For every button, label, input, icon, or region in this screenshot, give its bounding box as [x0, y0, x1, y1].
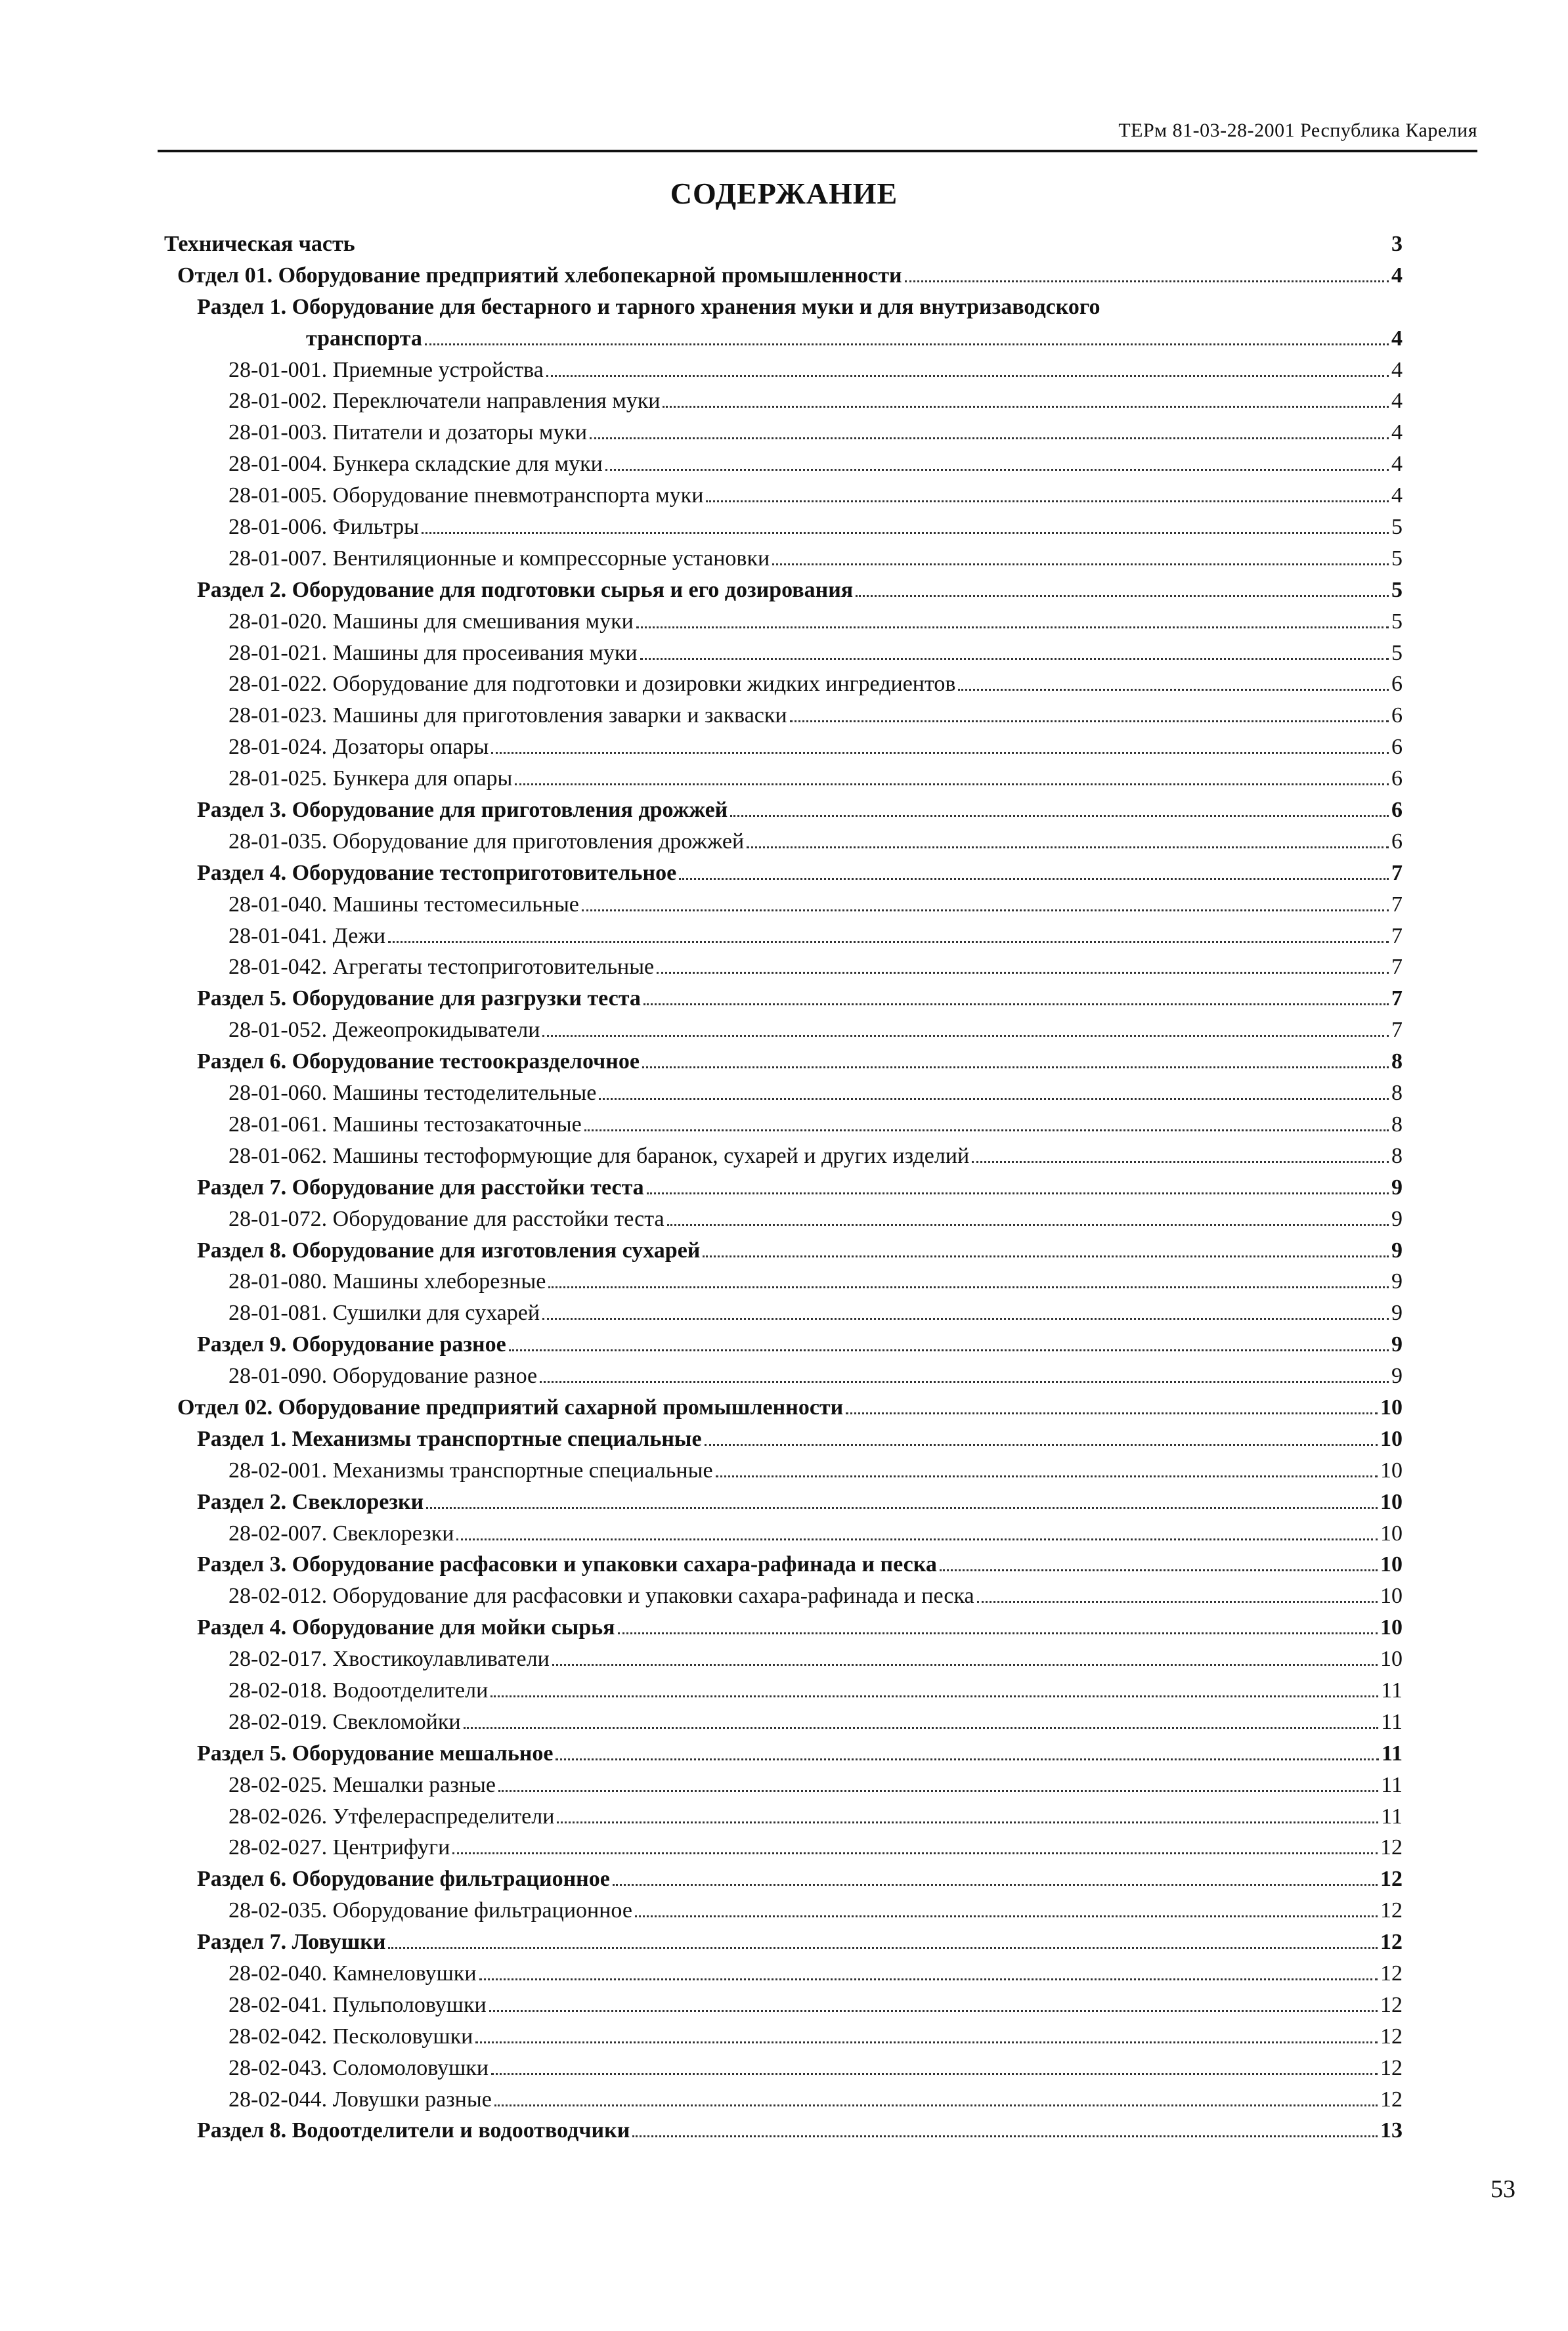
toc-entry [164, 1644, 1403, 1675]
toc-entry [164, 1990, 1403, 2021]
toc-entry-label: Раздел 2. Свеклорезки [197, 1489, 424, 1514]
dot-leader [490, 1695, 1378, 1697]
toc-entry-page: 7 [1391, 860, 1403, 885]
toc-entry [164, 1863, 1403, 1895]
toc-entry [164, 1549, 1403, 1580]
toc-entry [164, 1172, 1403, 1204]
toc-entry-label: Раздел 4. Оборудование для мойки сырья [197, 1615, 615, 1640]
dot-leader [730, 815, 1389, 817]
toc-entry [164, 417, 1403, 448]
dot-leader [618, 1632, 1378, 1634]
toc-entry-label: 28-01-003. Питатели и дозаторы муки [229, 420, 588, 445]
dot-leader [640, 658, 1389, 660]
dot-leader [509, 1349, 1389, 1351]
toc-entry-label: 28-01-041. Дежи [229, 923, 386, 948]
dot-leader [540, 1381, 1389, 1383]
toc-entry-page: 6 [1391, 703, 1403, 728]
toc-entry [164, 480, 1403, 512]
toc-entry-page: 8 [1391, 1143, 1403, 1168]
dot-leader [491, 2073, 1378, 2075]
toc-entry-page: 12 [1380, 2055, 1403, 2080]
toc-entry-label: Раздел 7. Ловушки [197, 1930, 386, 1955]
toc-entry-page: 7 [1391, 986, 1403, 1011]
toc-entry [164, 543, 1403, 575]
toc-entry-label: 28-01-004. Бункера складские для муки [229, 452, 603, 477]
toc-entry-page: 11 [1381, 1741, 1403, 1766]
toc-entry [164, 700, 1403, 731]
toc-entry-label: Раздел 4. Оборудование тестоприготовительное [197, 860, 677, 885]
dot-leader [977, 1601, 1378, 1603]
toc-entry-page: 7 [1391, 923, 1403, 948]
dot-leader [599, 1098, 1389, 1100]
toc-entry [164, 512, 1403, 543]
toc-entry-label: 28-02-040. Камнеловушки [229, 1961, 477, 1986]
toc-entry [164, 385, 1403, 417]
toc-entry-page: 11 [1381, 1772, 1403, 1797]
toc-entry-page: 12 [1380, 2087, 1403, 2112]
toc-entry [164, 1204, 1403, 1235]
toc-entry-page: 7 [1391, 892, 1403, 917]
toc-entry-label: 28-02-018. Водоотделители [229, 1678, 489, 1703]
toc-entry [164, 2021, 1403, 2053]
toc-entry-label: Раздел 7. Оборудование для расстойки теста [197, 1175, 644, 1200]
dot-leader [552, 1664, 1378, 1666]
dot-leader [582, 909, 1389, 911]
toc-entry-label: 28-01-052. Дежеопрокидыватели [229, 1018, 540, 1043]
toc-entry-page: 9 [1391, 1301, 1403, 1326]
toc-entry-page: 6 [1391, 829, 1403, 854]
toc-entry [164, 731, 1403, 763]
dot-leader [706, 500, 1389, 502]
dot-leader [464, 1727, 1379, 1729]
dot-leader [475, 2041, 1378, 2043]
dot-leader [557, 1821, 1378, 1823]
toc-entry-page: 11 [1381, 1709, 1403, 1734]
toc-entry-label: 28-01-035. Оборудование для приготовления дрожжей [229, 829, 745, 854]
toc-entry [164, 2053, 1403, 2084]
toc-entry-page: 5 [1391, 609, 1403, 634]
toc-entry [164, 1958, 1403, 1990]
toc-entry-label: 28-01-090. Оборудование разное [229, 1364, 538, 1389]
toc-entry-label: 28-02-017. Хвостикоулавливатели [229, 1647, 550, 1672]
toc-entry [164, 1707, 1403, 1738]
toc-entry-page: 12 [1380, 1992, 1403, 2017]
table-of-contents [164, 229, 1403, 2146]
dot-leader [542, 1035, 1389, 1037]
toc-entry-page: 9 [1391, 1206, 1403, 1231]
toc-entry-label: 28-01-062. Машины тестоформующие для баранок, сухарей и других изделий [229, 1143, 970, 1168]
toc-entry-page: 8 [1391, 1112, 1403, 1137]
toc-entry [164, 1392, 1403, 1424]
toc-entry-page: 3 [1391, 232, 1403, 256]
toc-entry-page: 9 [1391, 1238, 1403, 1263]
toc-entry-page: 10 [1380, 1395, 1403, 1420]
dot-leader [590, 437, 1389, 439]
dot-leader [747, 846, 1389, 848]
toc-entry-page: 10 [1380, 1458, 1403, 1483]
toc-entry-label: Раздел 8. Водоотделители и водоотводчики [197, 2118, 630, 2143]
toc-entry [164, 1361, 1403, 1392]
dot-leader [491, 752, 1389, 754]
dot-leader [703, 1255, 1389, 1257]
toc-entry-page: 7 [1391, 955, 1403, 980]
toc-entry [164, 1675, 1403, 1707]
toc-entry-page: 4 [1391, 420, 1403, 445]
dot-leader [643, 1003, 1389, 1005]
toc-entry-label: 28-01-021. Машины для просеивания муки [229, 640, 638, 665]
toc-entry-page: 12 [1380, 1835, 1403, 1860]
toc-entry [164, 1487, 1403, 1518]
toc-entry-label: 28-02-019. Свекломойки [229, 1709, 461, 1734]
toc-entry-label: Раздел 6. Оборудование фильтрационное [197, 1867, 610, 1892]
toc-entry [164, 983, 1403, 1014]
toc-entry-label: 28-02-042. Песколовушки [229, 2024, 473, 2049]
toc-entry-page: 4 [1391, 326, 1403, 351]
toc-entry [164, 1141, 1403, 1172]
toc-entry-page: 9 [1391, 1332, 1403, 1357]
dot-leader [494, 2104, 1378, 2106]
toc-entry-page: 5 [1391, 515, 1403, 540]
toc-entry [164, 889, 1403, 921]
dot-leader [972, 1161, 1389, 1163]
toc-entry-page: 12 [1380, 1961, 1403, 1986]
toc-entry-label: 28-01-022. Оборудование для подготовки и дозировки жидких ингредиентов [229, 672, 956, 697]
toc-entry [164, 1014, 1403, 1046]
toc-entry-label: Раздел 9. Оборудование разное [197, 1332, 506, 1357]
toc-entry [164, 1297, 1403, 1329]
toc-entry-label: 28-01-001. Приемные устройства [229, 357, 544, 382]
toc-entry [164, 1738, 1403, 1770]
dot-leader [642, 1066, 1389, 1068]
toc-entry-page: 4 [1391, 452, 1403, 477]
toc-entry-page: 6 [1391, 798, 1403, 823]
toc-entry-label: Раздел 1. Оборудование для бестарного и тарного хранения муки и для внутризаводского [197, 294, 1100, 319]
dot-leader [613, 1884, 1378, 1886]
toc-entry [164, 921, 1403, 952]
toc-entry-page: 6 [1391, 766, 1403, 791]
toc-entry-page: 11 [1381, 1804, 1403, 1829]
dot-leader [515, 783, 1389, 785]
running-header [158, 110, 1477, 152]
toc-entry-page: 5 [1391, 546, 1403, 571]
dot-leader [584, 1129, 1389, 1131]
toc-entry-label: 28-02-007. Свеклорезки [229, 1521, 454, 1546]
toc-entry [164, 575, 1403, 606]
toc-entry-label: 28-01-042. Агрегаты тестоприготовительные [229, 955, 655, 980]
toc-entry [164, 355, 1403, 386]
toc-entry [164, 1078, 1403, 1109]
toc-entry [164, 1801, 1403, 1833]
dot-leader [605, 469, 1389, 471]
toc-entry-label: 28-01-025. Бункера для опары [229, 766, 513, 791]
toc-entry-label: 28-01-040. Машины тестомесильные [229, 892, 579, 917]
toc-entry-label: 28-01-020. Машины для смешивания муки [229, 609, 634, 634]
toc-entry-label: 28-01-060. Машины тестоделительные [229, 1081, 597, 1106]
toc-entry [164, 858, 1403, 889]
page-title: СОДЕРЖАНИЕ [670, 177, 898, 210]
toc-entry [164, 1109, 1403, 1141]
toc-entry [164, 260, 1403, 292]
dot-leader [635, 1915, 1378, 1917]
dot-leader [632, 2135, 1378, 2137]
dot-leader [636, 626, 1389, 628]
toc-entry-label: 28-01-023. Машины для приготовления заварки и закваски [229, 703, 787, 728]
dot-leader [422, 532, 1389, 534]
toc-entry [164, 1770, 1403, 1801]
toc-entry-page: 12 [1380, 1930, 1403, 1955]
dot-leader [846, 1412, 1378, 1414]
toc-entry [164, 763, 1403, 795]
toc-entry-label: 28-01-002. Переключатели направления муки [229, 389, 661, 414]
toc-entry [164, 951, 1403, 983]
toc-entry-page: 10 [1380, 1521, 1403, 1546]
toc-entry-page: 10 [1380, 1647, 1403, 1672]
toc-entry [164, 1927, 1403, 1958]
toc-entry-label: Отдел 02. Оборудование предприятий сахарной промышленности [177, 1395, 844, 1420]
toc-entry-label: 28-01-006. Фильтры [229, 515, 419, 540]
toc-entry [164, 2084, 1403, 2116]
toc-entry-label: 28-02-025. Мешалки разные [229, 1772, 496, 1797]
toc-entry-page: 10 [1380, 1615, 1403, 1640]
toc-entry-label: 28-02-012. Оборудование для расфасовки и упаковки сахара-рафинада и песка [229, 1584, 974, 1609]
toc-entry-label: Раздел 6. Оборудование тестоокразделочное [197, 1049, 640, 1074]
toc-entry-page: 10 [1380, 1552, 1403, 1577]
toc-entry-label: Отдел 01. Оборудование предприятий хлебопекарной промышленности [177, 263, 902, 288]
dot-leader [705, 1444, 1378, 1446]
dot-leader [772, 563, 1389, 565]
toc-entry-page: 8 [1391, 1081, 1403, 1106]
toc-entry-page: 5 [1391, 640, 1403, 665]
toc-entry [164, 323, 1403, 355]
toc-entry-label: 28-01-024. Дозаторы опары [229, 735, 489, 760]
toc-entry-page: 4 [1391, 483, 1403, 508]
dot-leader [498, 1790, 1378, 1792]
toc-entry-page: 9 [1391, 1269, 1403, 1294]
dot-leader [542, 1318, 1389, 1320]
toc-entry-label: 28-02-026. Утфелераспределители [229, 1804, 555, 1829]
dot-leader [456, 1538, 1378, 1540]
dot-leader [489, 2010, 1378, 2012]
toc-entry [164, 229, 1403, 260]
toc-entry-label: 28-01-080. Машины хлеборезные [229, 1269, 546, 1294]
dot-leader [647, 1192, 1389, 1194]
dot-leader [679, 878, 1389, 880]
dot-leader [940, 1569, 1378, 1571]
toc-entry-label: Раздел 5. Оборудование для разгрузки теста [197, 986, 641, 1011]
toc-entry-label: Раздел 3. Оборудование для приготовления дрожжей [197, 798, 728, 823]
toc-entry-page: 9 [1391, 1364, 1403, 1389]
toc-entry-label: транспорта [306, 326, 422, 351]
toc-entry [164, 1046, 1403, 1078]
toc-entry [164, 1580, 1403, 1612]
toc-entry [164, 1266, 1403, 1297]
dot-leader [657, 972, 1389, 974]
toc-entry-label: Раздел 5. Оборудование мешальное [197, 1741, 554, 1766]
toc-entry-page: 13 [1380, 2118, 1403, 2143]
toc-entry [164, 826, 1403, 858]
toc-entry-label: 28-02-044. Ловушки разные [229, 2087, 492, 2112]
toc-entry [164, 795, 1403, 826]
dot-leader [716, 1475, 1378, 1477]
toc-entry-label: 28-02-035. Оборудование фильтрационное [229, 1898, 632, 1923]
toc-entry-page: 6 [1391, 735, 1403, 760]
toc-entry-page: 10 [1380, 1489, 1403, 1514]
toc-entry-page: 5 [1391, 577, 1403, 602]
toc-entry [164, 1235, 1403, 1267]
dot-leader [388, 1947, 1378, 1949]
toc-entry-page: 12 [1380, 1898, 1403, 1923]
dot-leader [856, 595, 1389, 597]
toc-entry-label: Раздел 8. Оборудование для изготовления сухарей [197, 1238, 701, 1263]
toc-entry [164, 2115, 1403, 2146]
toc-entry-label: 28-02-043. Соломоловушки [229, 2055, 489, 2080]
document-code: ТЕРм 81-03-28-2001 Республика Карелия [1118, 120, 1477, 141]
dot-leader [426, 1507, 1378, 1509]
toc-entry-page: 11 [1381, 1678, 1403, 1703]
toc-entry-label: Раздел 1. Механизмы транспортные специальные [197, 1426, 702, 1451]
dot-leader [555, 1758, 1378, 1760]
dot-leader [905, 280, 1389, 282]
toc-entry-page: 4 [1391, 263, 1403, 288]
toc-entry-page: 7 [1391, 1018, 1403, 1043]
toc-entry [164, 1895, 1403, 1927]
dot-leader [479, 1978, 1378, 1980]
toc-entry [164, 638, 1403, 669]
dot-leader [546, 375, 1389, 377]
toc-entry-label: Раздел 2. Оборудование для подготовки сырья и его дозирования [197, 577, 854, 602]
toc-entry [164, 1832, 1403, 1863]
toc-entry-label: 28-02-001. Механизмы транспортные специальные [229, 1458, 713, 1483]
toc-entry [164, 448, 1403, 480]
toc-entry [164, 1455, 1403, 1487]
toc-entry-page: 12 [1380, 2024, 1403, 2049]
toc-entry-label: Раздел 3. Оборудование расфасовки и упаковки сахара-рафинада и песка [197, 1552, 937, 1577]
toc-entry-label: 28-01-005. Оборудование пневмотранспорта муки [229, 483, 704, 508]
page-number: 53 [1491, 2175, 1515, 2203]
toc-entry [164, 1424, 1403, 1455]
toc-entry-page: 9 [1391, 1175, 1403, 1200]
toc-entry [164, 292, 1403, 323]
dot-leader [667, 1224, 1389, 1226]
toc-entry-page: 6 [1391, 672, 1403, 697]
toc-entry-page: 8 [1391, 1049, 1403, 1074]
toc-entry-page: 4 [1391, 357, 1403, 382]
dot-leader [663, 406, 1389, 408]
toc-entry-label: 28-01-061. Машины тестозакаточные [229, 1112, 582, 1137]
toc-entry-page: 10 [1380, 1426, 1403, 1451]
toc-entry-label: 28-01-007. Вентиляционные и компрессорные установки [229, 546, 770, 571]
toc-entry-page: 12 [1380, 1867, 1403, 1892]
toc-entry [164, 1518, 1403, 1550]
toc-entry-label: 28-01-081. Сушилки для сухарей [229, 1301, 540, 1326]
dot-leader [958, 689, 1389, 691]
toc-entry-page: 10 [1380, 1584, 1403, 1609]
toc-entry-label: 28-02-027. Центрифуги [229, 1835, 450, 1860]
toc-entry [164, 1329, 1403, 1361]
toc-entry-label: 28-02-041. Пульполовушки [229, 1992, 487, 2017]
toc-entry [164, 1612, 1403, 1644]
toc-entry-page: 4 [1391, 389, 1403, 414]
dot-leader [452, 1852, 1378, 1854]
toc-entry-label: Техническая часть [164, 232, 355, 256]
toc-entry [164, 668, 1403, 700]
dot-leader [388, 941, 1389, 943]
toc-entry [164, 606, 1403, 638]
dot-leader [548, 1286, 1389, 1288]
dot-leader [790, 720, 1389, 722]
dot-leader [425, 343, 1389, 345]
toc-entry-label: 28-01-072. Оборудование для расстойки теста [229, 1206, 664, 1231]
